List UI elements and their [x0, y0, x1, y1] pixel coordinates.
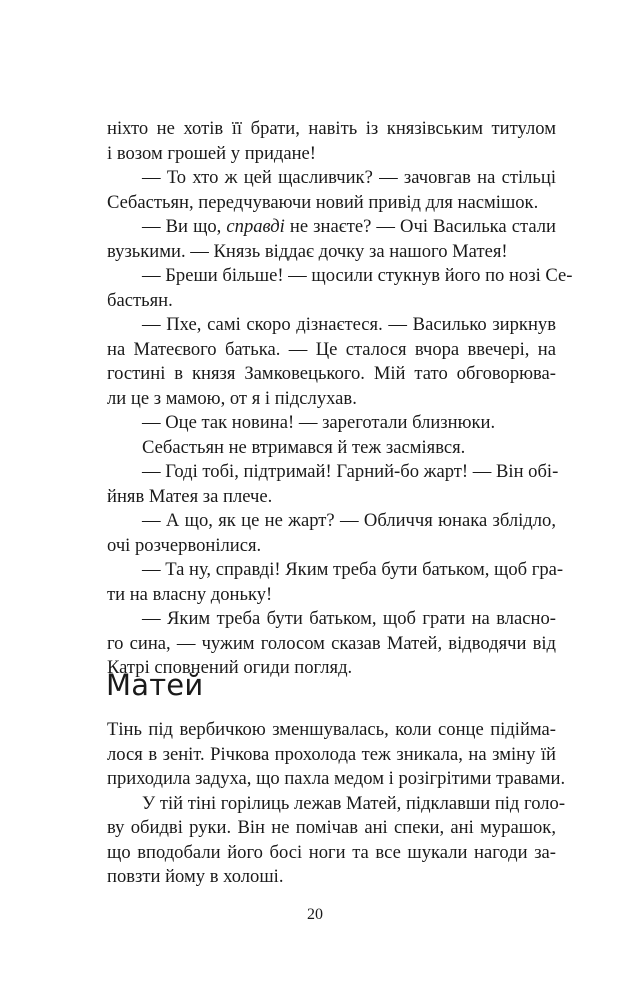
text-line — [107, 215, 556, 240]
text-line: приходила задуха, що пахла медом і розігрітими травами. — [107, 768, 566, 789]
text-line: бастьян. — [107, 289, 173, 311]
text-line: ву обидві руки. Він не помічав ані спеки, ані мурашок, — [107, 817, 556, 838]
text-line: ніхто не хотів її брати, навіть із князівським титулом — [107, 118, 556, 139]
text-segment: не знаєте? — Очі Василька стали — [284, 216, 556, 237]
text-line: Себастьян не втримався й теж засміявся. — [142, 436, 466, 458]
text-line: — А що, як це не жарт? — Обличчя юнака зблідло, — [142, 510, 556, 531]
text-line: — То хто ж цей щасливчик? — зачовгав на стільці — [142, 167, 556, 188]
text-line: очі розчервонілися. — [107, 534, 262, 556]
text-line: — Пхе, самі скоро дізнаєтеся. — Василько зиркнув — [142, 314, 556, 335]
text-line: У тій тіні горілиць лежав Матей, підклавши під голо- — [142, 792, 566, 814]
text-line: Тінь під вербичкою зменшувалась, коли сонце підійма- — [107, 719, 556, 740]
text-line: Себастьян, передчуваючи новий привід для насмішок. — [107, 191, 539, 213]
text-line: го сина, — чужим голосом сказав Матей, відводячи від — [107, 632, 556, 654]
text-line: і возом грошей у придане! — [107, 142, 316, 164]
text-segment: — Ви що, — [142, 216, 227, 237]
text-line: — Яким треба бути батьком, щоб грати на власно- — [142, 608, 556, 629]
text-line: — Бреши більше! — щосили стукнув його по нозі Се- — [142, 265, 573, 286]
text-line: ти на власну доньку! — [107, 583, 273, 605]
text-line: вузькими. — Князь віддає дочку за нашого Матея! — [107, 240, 508, 262]
page-number: 20 — [307, 906, 323, 923]
text-line: — Та ну, справді! Яким треба бути батьком, щоб гра- — [142, 559, 564, 580]
text-line: Катрі сповнений огиди погляд. — [107, 657, 353, 678]
text-line: — Годі тобі, підтримай! Гарний-бо жарт! — Він обі- — [142, 461, 559, 482]
text-line: на Матеєвого батька. — Це сталося вчора ввечері, на — [107, 338, 556, 360]
text-line: що вподобали його босі ноги та все шукали нагоди за- — [107, 841, 556, 863]
italic-emphasis: справді — [226, 216, 285, 237]
text-line: йняв Матея за плече. — [107, 485, 273, 507]
chapter-heading: Матей — [106, 668, 204, 702]
text-line: гостині в князя Замковецького. Мій тато обговорюва- — [107, 363, 556, 384]
text-line: — Оце так новина! — зареготали близнюки. — [142, 412, 496, 433]
text-line: лося в зеніт. Річкова прохолода теж зникала, на зміну їй — [107, 743, 556, 765]
text-block-chapter — [107, 718, 566, 890]
text-line: ли це з мамою, от я і підслухав. — [107, 387, 357, 409]
text-line: повзти йому в холоші. — [107, 866, 284, 887]
text-block-dialogue — [107, 117, 573, 681]
